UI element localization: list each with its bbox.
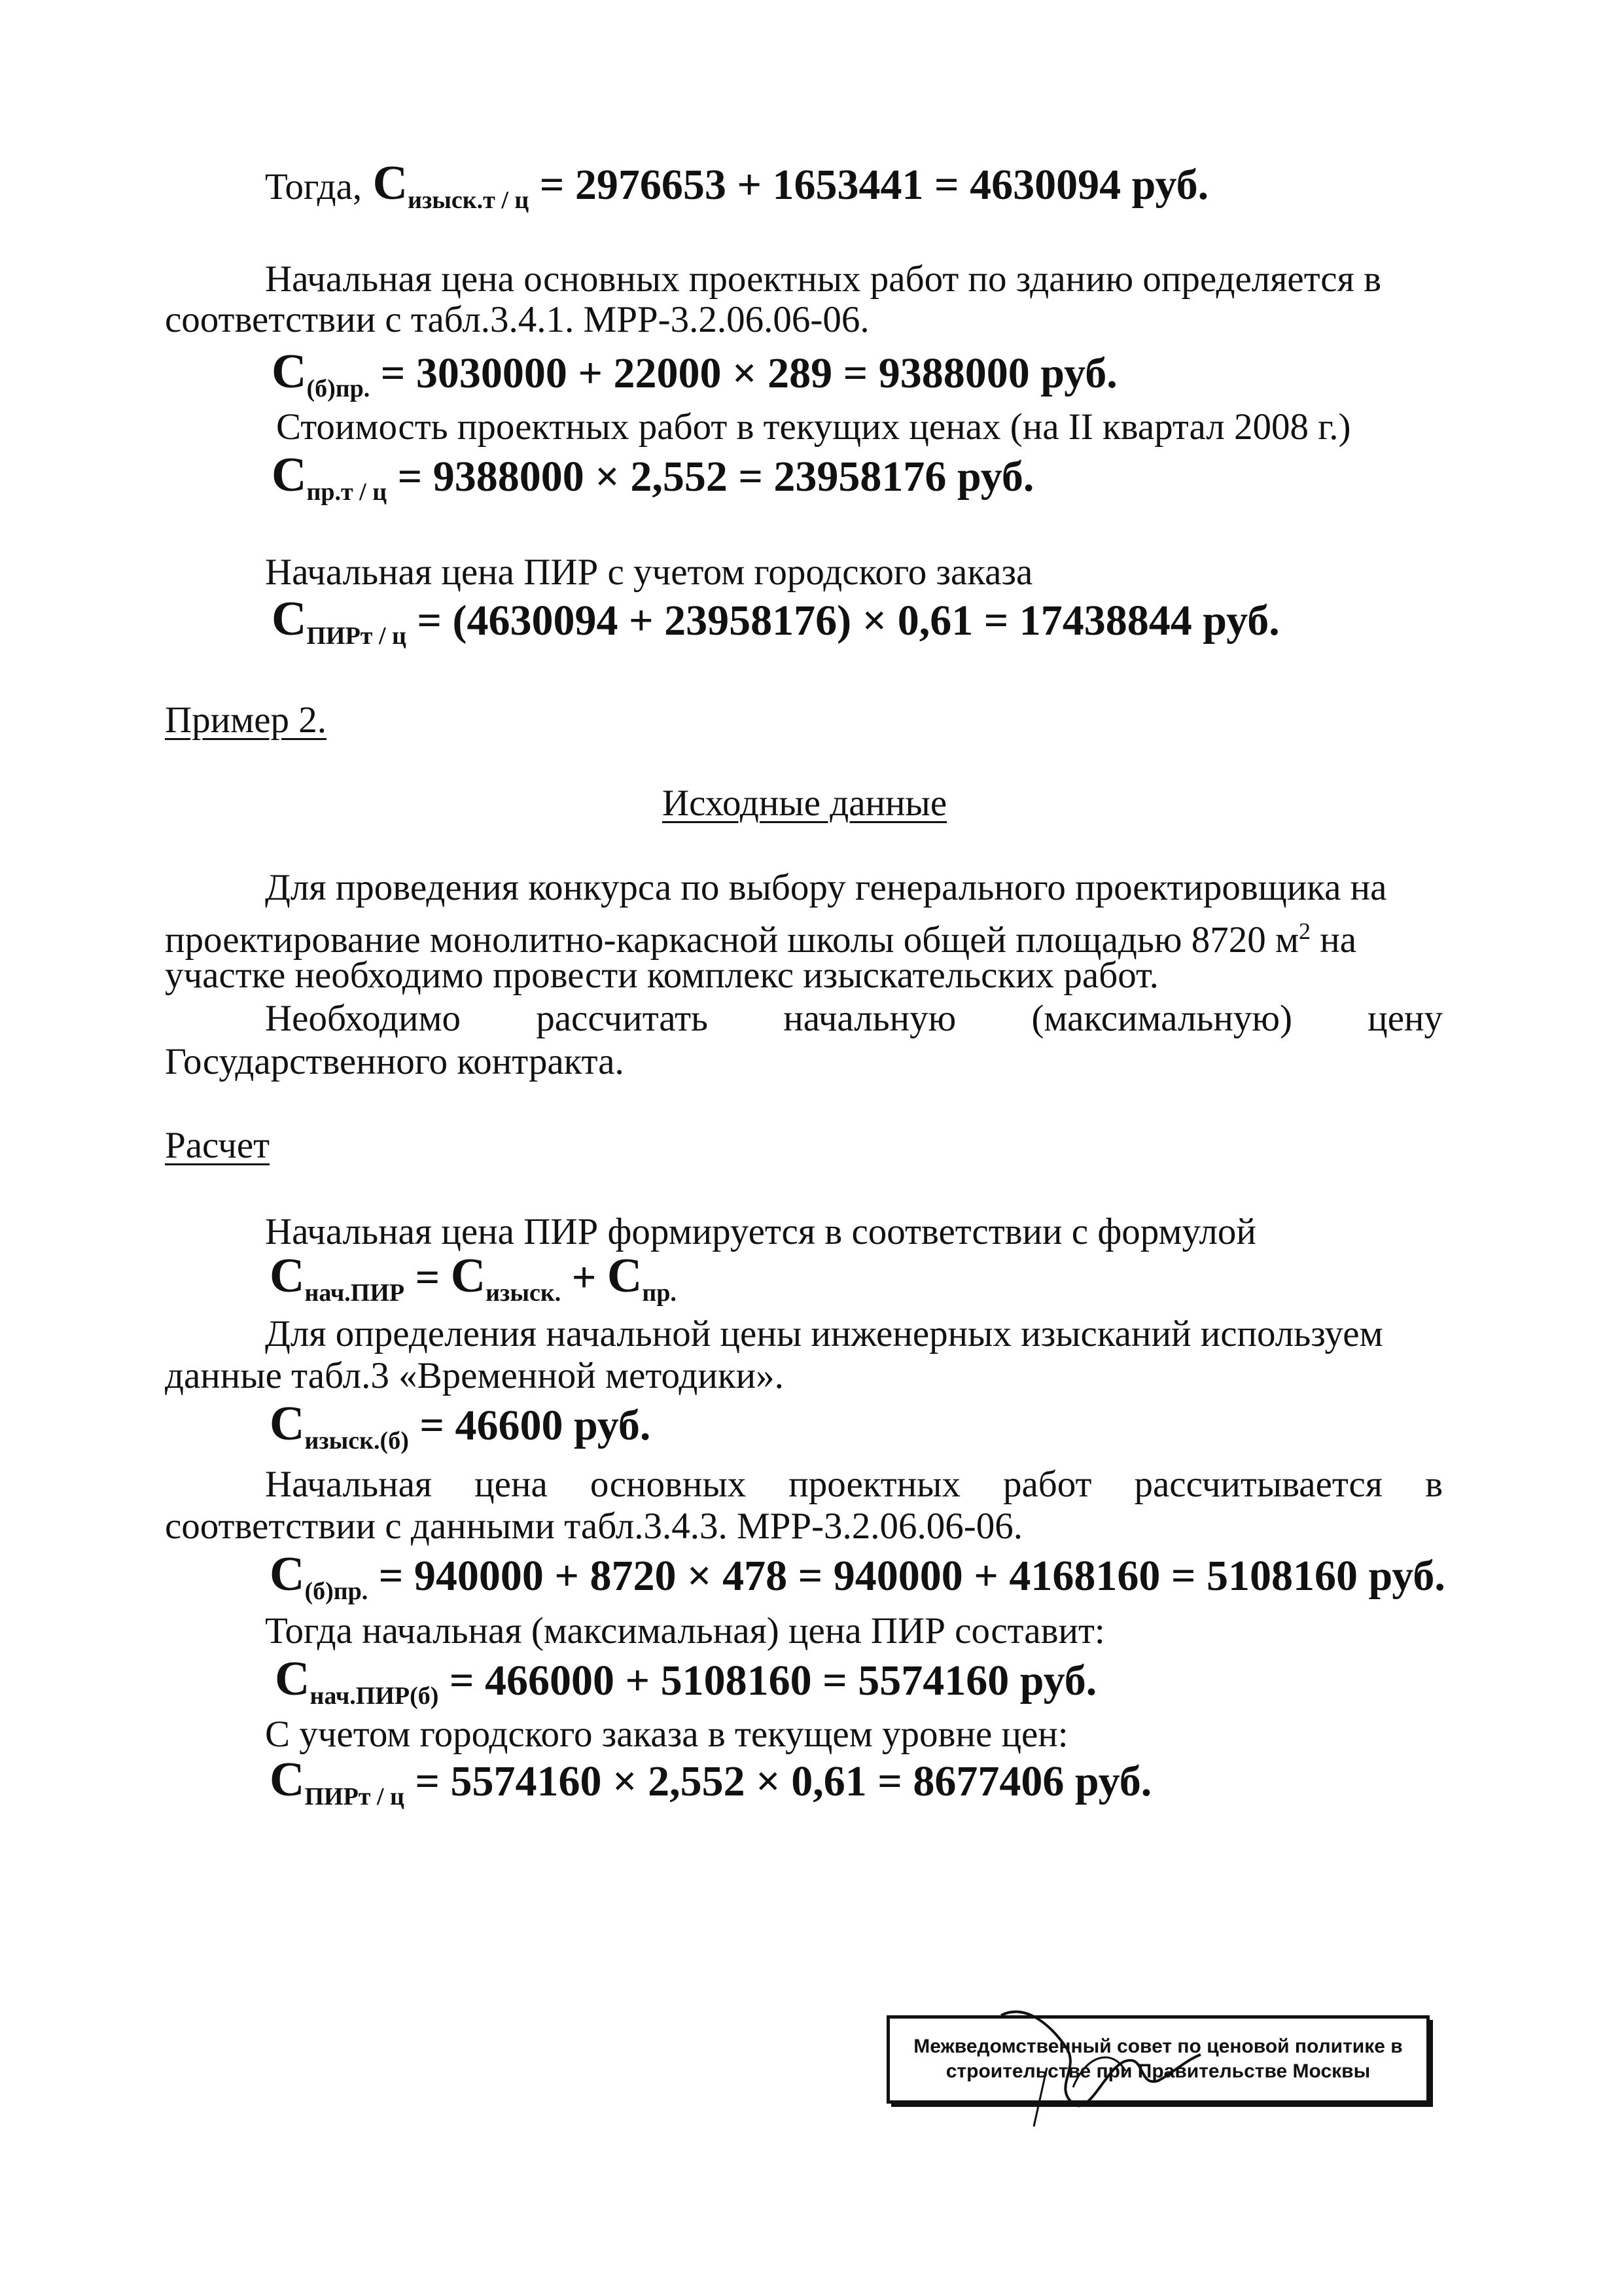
formula-base-project: $С_{(б)пр.} = 3030000 + 22000 \times 289 = 9388000$ руб. bbox=[272, 345, 1118, 402]
calc-city-order: С учетом городского заказа в текущем уровне цен: bbox=[265, 1714, 1068, 1755]
calc-project-l1: Начальная цена основных проектных работ рассчитывается в bbox=[265, 1464, 1443, 1505]
formula-project-base-2: $С_{(б)пр.} = 940000 + 8720 \times 478 = 940000 + 4168160 = 5108160$ руб. bbox=[270, 1547, 1445, 1605]
calculation-heading: Расчет bbox=[165, 1125, 270, 1166]
formula-start-pir-base: $С_{нач.ПИР(б)} = 466000 + 5108160 = 5574160$ руб. bbox=[275, 1652, 1097, 1710]
example-2-heading: Пример 2. bbox=[165, 699, 327, 741]
intro-l2: проектирование монолитно-каркасной школы общей площадью 8720 $м^2$ на bbox=[165, 918, 1357, 961]
paragraph-current-prices: Стоимость проектных работ в текущих ценах (на II квартал 2008 г.) bbox=[276, 406, 1351, 448]
formula-project-current: $С_{пр.т / ц} = 9388000 \times 2,552 = 23958176$ руб. bbox=[272, 448, 1034, 506]
intro-l3: участке необходимо провести комплекс изыскательских работ. bbox=[165, 955, 1159, 996]
formula-pir-current-2: $С_{ПИРт / ц} = 5574160 \times 2,552 \times 0,61 = 8677406$ руб. bbox=[270, 1753, 1152, 1810]
then-label: Тогда, bbox=[265, 166, 362, 207]
intro-l1: Для проведения конкурса по выбору генерального проектировщика на bbox=[265, 867, 1387, 908]
calc-formula-intro: Начальная цена ПИР формируется в соответствии с формулой bbox=[265, 1211, 1256, 1252]
formula-izysk-current: Тогда, $С_{изыск.т / ц} = 2976653 + 1653441 = 4630094$ руб. bbox=[265, 156, 1209, 214]
formula-start-pir: $С_{нач.ПИР} = С_{изыск.} + С_{пр.}$ bbox=[270, 1249, 677, 1307]
calc-then: Тогда начальная (максимальная) цена ПИР составит: bbox=[265, 1610, 1105, 1651]
stamp-line-2: строительстве при Правительстве Москвы bbox=[945, 2060, 1371, 2082]
paragraph-pir-city-order: Начальная цена ПИР с учетом городского заказа bbox=[265, 552, 1033, 593]
paragraph-project-price-l2: соответствии с табл.3.4.1. МРР-3.2.06.06-06. bbox=[165, 299, 870, 340]
stamp-line-1: Межведомственный совет по ценовой политике в bbox=[913, 2036, 1403, 2057]
formula-izysk-base: $С_{изыск.(б)} = 46600$ руб. bbox=[270, 1397, 651, 1455]
calc-project-l2: соответствии с данными табл.3.4.3. МРР-3.2.06.06-06. bbox=[165, 1506, 1023, 1547]
signature-scribble bbox=[975, 1989, 1210, 2140]
paragraph-project-price-l1: Начальная цена основных проектных работ по зданию определяется в bbox=[265, 258, 1381, 300]
source-data-heading: Исходные данные bbox=[662, 783, 947, 824]
need-l2: Государственного контракта. bbox=[165, 1041, 624, 1082]
formula-pir-current: $С_{ПИРт / ц} = (4630094 + 23958176) \times 0,61 = 17438844$ руб. bbox=[272, 592, 1280, 650]
need-l1: Необходимо рассчитать начальную (максимальную) цену bbox=[265, 998, 1443, 1039]
calc-surveys-l1: Для определения начальной цены инженерных изысканий используем bbox=[265, 1313, 1383, 1354]
calc-surveys-l2: данные табл.3 «Временной методики». bbox=[165, 1355, 784, 1396]
